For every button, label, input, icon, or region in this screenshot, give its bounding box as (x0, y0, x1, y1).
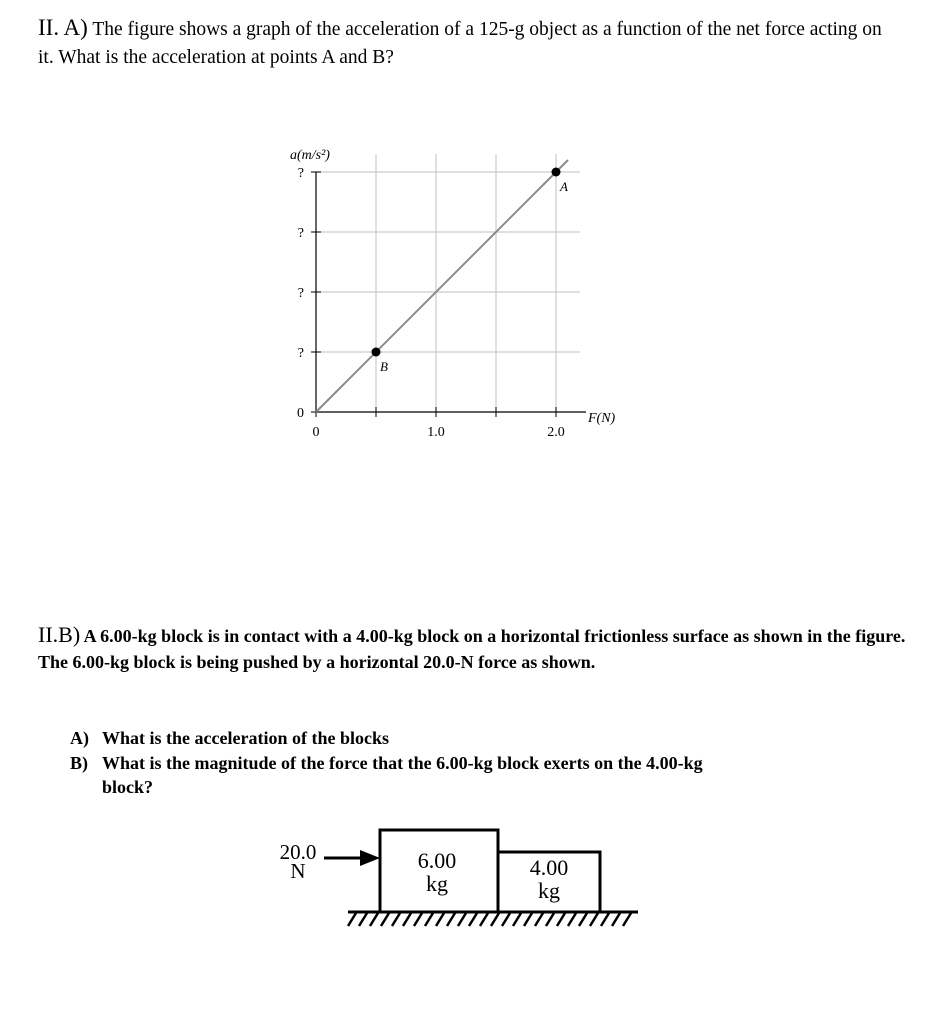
hatch-mark (359, 913, 367, 926)
hatch-mark (469, 913, 477, 926)
hatch-mark (403, 913, 411, 926)
hatch-mark (513, 913, 521, 926)
hatch-mark (524, 913, 532, 926)
question-b-text (38, 622, 908, 675)
y-tick-label: ? (297, 286, 304, 301)
data-points (372, 168, 569, 375)
y-tick-label: ? (297, 226, 304, 241)
y-tick-label: ? (297, 166, 304, 181)
hatch-mark (579, 913, 587, 926)
x-tick-label: 0 (312, 425, 320, 440)
block-4kg-unit: kg (538, 878, 560, 903)
block-6kg-value: 6.00 (417, 848, 457, 873)
y-tick-label: ? (297, 346, 304, 361)
hatch-mark (502, 913, 510, 926)
hatch-mark (414, 913, 422, 926)
hatch-mark (348, 913, 356, 926)
blocks-figure (260, 820, 660, 940)
hatch-mark (568, 913, 576, 926)
sub-question-b-label: B) (70, 753, 88, 773)
ground-hatching (348, 913, 631, 926)
hatch-mark (601, 913, 609, 926)
hatch-mark (535, 913, 543, 926)
block-6kg-unit: kg (426, 871, 448, 896)
hatch-mark (623, 913, 631, 926)
block-4kg-value: 4.00 (529, 855, 569, 880)
y-tick-label: 0 (297, 406, 304, 421)
hatch-mark (480, 913, 488, 926)
sub-question-b-text: What is the magnitude of the force that the 6.00-kg block exerts on the 4.00-kg (102, 753, 703, 773)
hatch-mark (612, 913, 620, 926)
question-a-text (38, 14, 898, 72)
hatch-mark (491, 913, 499, 926)
question-b-number: II.B) (38, 622, 81, 647)
y-axis-label: a(m/s²) (290, 148, 330, 163)
force-value: 20.0 (279, 840, 317, 864)
force-unit: N (290, 859, 306, 883)
sub-question-a-text: What is the acceleration of the blocks (102, 728, 389, 748)
acceleration-force-graph (270, 140, 650, 450)
point-label-b: B (380, 359, 388, 374)
x-axis-label: F(N) (588, 411, 616, 426)
x-tick-label: 1.0 (427, 425, 445, 440)
hatch-mark (436, 913, 444, 926)
point-a (552, 168, 561, 177)
point-b (372, 348, 381, 357)
sub-question-b-continued: block? (102, 777, 154, 797)
sub-question-b (70, 751, 890, 799)
question-b-body: A 6.00-kg block is in contact with a 4.00-kg block on a horizontal frictionless surface as shown in the figure. The 6.00-kg block is being pushed by a horizontal 20.0-N force as shown. (38, 626, 906, 672)
y-ticks (297, 166, 321, 421)
sub-question-a-label: A) (70, 728, 89, 748)
hatch-mark (546, 913, 554, 926)
hatch-mark (590, 913, 598, 926)
hatch-mark (370, 913, 378, 926)
hatch-mark (425, 913, 433, 926)
hatch-mark (458, 913, 466, 926)
force-arrow-head (360, 850, 380, 866)
point-label-a: A (560, 179, 568, 194)
sub-question-a (70, 726, 890, 750)
hatch-mark (447, 913, 455, 926)
hatch-mark (557, 913, 565, 926)
data-series-line (316, 160, 568, 412)
hatch-mark (381, 913, 389, 926)
question-a-number: II. A) (38, 15, 88, 40)
question-a-body: The figure shows a graph of the acceleration of a 125-g object as a function of the net force acting on it. What is the acceleration at points A and B? (38, 19, 882, 68)
hatch-mark (392, 913, 400, 926)
x-tick-label: 2.0 (547, 425, 565, 440)
